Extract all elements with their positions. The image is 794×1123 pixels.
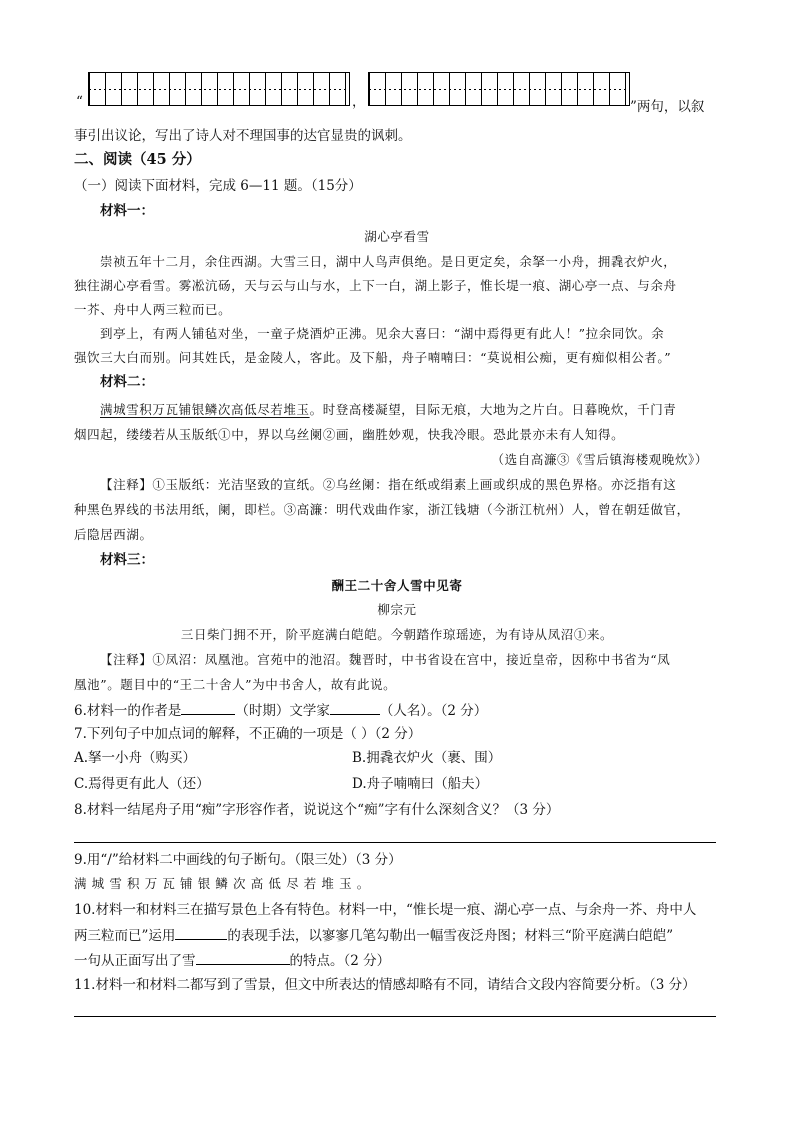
m3-note: 凰池”。题目中的“王二十舍人”为中书舍人，故有此说。 [74,677,397,692]
material-1-label: 材料一： [100,203,154,219]
fill-line-2: 事引出议论，写出了诗人对不理国事的达官显贵的讽刺。 [74,128,412,144]
m2-note: 种黑色界线的书法用纸，阑，即栏。③高濂：明代戏曲作家，浙江钱塘（今浙江杭州）人，曾在朝廷做官， [74,502,690,517]
question-6 [74,700,487,721]
option-c[interactable]: C.焉得更有此人（还） [74,776,210,792]
q10-blank-feature[interactable] [196,950,290,965]
answer-grid-2[interactable] [368,72,630,106]
m2-source: （选自高濂③《雪后镇海楼观晚炊》） [491,452,708,467]
q10-text-a: 两三粒而已”运用 [74,928,176,944]
q6-text-c: （人名）。（2 分） [379,703,488,719]
option-a[interactable]: A.拏一小舟（购买） [74,750,197,766]
material-3-label: 材料三： [100,552,154,568]
m2-note: 后隐居西湖。 [74,527,153,542]
grid-comma: ， [352,94,366,110]
q10-blank-technique[interactable] [175,925,227,940]
question-8: 8.材料一结尾舟子用“痴”字形容作者，说说这个“痴”字有什么深刻含义？（3 分） [74,802,560,818]
material-3-author: 柳宗元 [377,602,417,617]
question-10-line-3 [74,950,390,971]
m1-line: 独往湖心亭看雪。雾凇沆砀，天与云与山与水，上下一白，湖上影子，惟长堤一痕、湖心亭一点、与余舟 [74,278,677,293]
m1-line: 到亭上，有两人铺毡对坐，一童子烧酒炉正沸。见余大喜曰：“湖中焉得更有此人！”拉余同饮。余 [100,326,665,341]
q10-text-c: 一句从正面写出了雪 [74,953,196,969]
question-7: 7.下列句子中加点词的解释，不正确的一项是（ ）（2 分） [74,726,422,742]
part-heading: （一）阅读下面材料，完成 6—11 题。（15分） [74,178,362,194]
m2-line-1-rest: 。时登高楼凝望，目际无痕，大地为之片白。日暮晚炊，千门青 [309,402,677,417]
q10-text-b: 的表现手法，以寥寥几笔勾勒出一幅雪夜泛舟图；材料三“阶平庭满白皑皑” [227,928,674,944]
material-3-poem: 三日柴门拥不开，阶平庭满白皑皑。今朝踏作琼瑶迹，为有诗从凤沼①来。 [180,627,614,642]
question-9: 9.用“/”给材料二中画线的句子断句。（限三处）（3 分） [74,852,402,868]
material-1-title: 湖心亭看雪 [364,229,430,244]
quote-open: “ [76,94,83,110]
option-b[interactable]: B.拥毳衣炉火（裹、围） [352,750,502,766]
section-heading: 二、阅读（45 分） [74,151,201,168]
m2-note: 【注释】①玉版纸：光洁坚致的宣纸。②乌丝阑：指在纸或绢素上画或织成的黑色界格。亦泛指有这 [100,477,677,492]
m3-note: 【注释】①凤沼：凤凰池。宫苑中的池沼。魏晋时，中书省设在宫中，接近皇帝，因称中书省为“凤 [100,652,671,667]
m2-line: 烟四起，缕缕若从玉版纸①中，界以乌丝阑②画，幽胜妙观，快我冷眼。恐此景亦未有人知得。 [74,427,625,442]
material-2-label: 材料二： [100,374,154,390]
answer-line-8[interactable] [74,842,716,843]
material-3-title: 酬王二十舍人雪中见寄 [331,578,463,593]
m1-line: 一芥、舟中人两三粒而已。 [74,302,232,317]
q6-blank-name[interactable] [330,700,380,715]
grid-tail: ”两句，以叙 [630,99,705,115]
q6-blank-period[interactable] [181,700,235,715]
q6-text-a: 6.材料一的作者是 [74,703,182,719]
q10-text-d: 的特点。（2 分） [289,953,391,969]
question-10-line-2 [74,925,673,946]
answer-line-11[interactable] [74,1016,716,1017]
q9-sentence: 满 城 雪 积 万 瓦 铺 银 鳞 次 高 低 尽 若 堆 玉 。 [74,876,370,891]
q6-text-b: （时期）文学家 [235,703,330,719]
question-11: 11.材料一和材料二都写到了雪景，但文中所表达的情感却略有不同，请结合文段内容简要分析。（3 分） [74,977,696,993]
m1-line: 强饮三大白而别。问其姓氏，是金陵人，客此。及下船，舟子喃喃曰：“莫说相公痴，更有痴似相公者。” [74,350,672,365]
m1-line: 崇祯五年十二月，余住西湖。大雪三日，湖中人鸟声俱绝。是日更定矣，余拏一小舟，拥毳衣炉火， [100,254,677,269]
question-10-line-1: 10.材料一和材料三在描写景色上各有特色。材料一中，“惟长堤一痕、湖心亭一点、与余舟一芥、舟中人 [74,902,697,918]
answer-grid-1[interactable] [88,72,350,106]
m2-line-1 [100,400,676,420]
option-d[interactable]: D.舟子喃喃曰（船夫） [352,776,489,792]
underlined-sentence: 满城雪积万瓦铺银鳞次高低尽若堆玉 [100,402,310,417]
